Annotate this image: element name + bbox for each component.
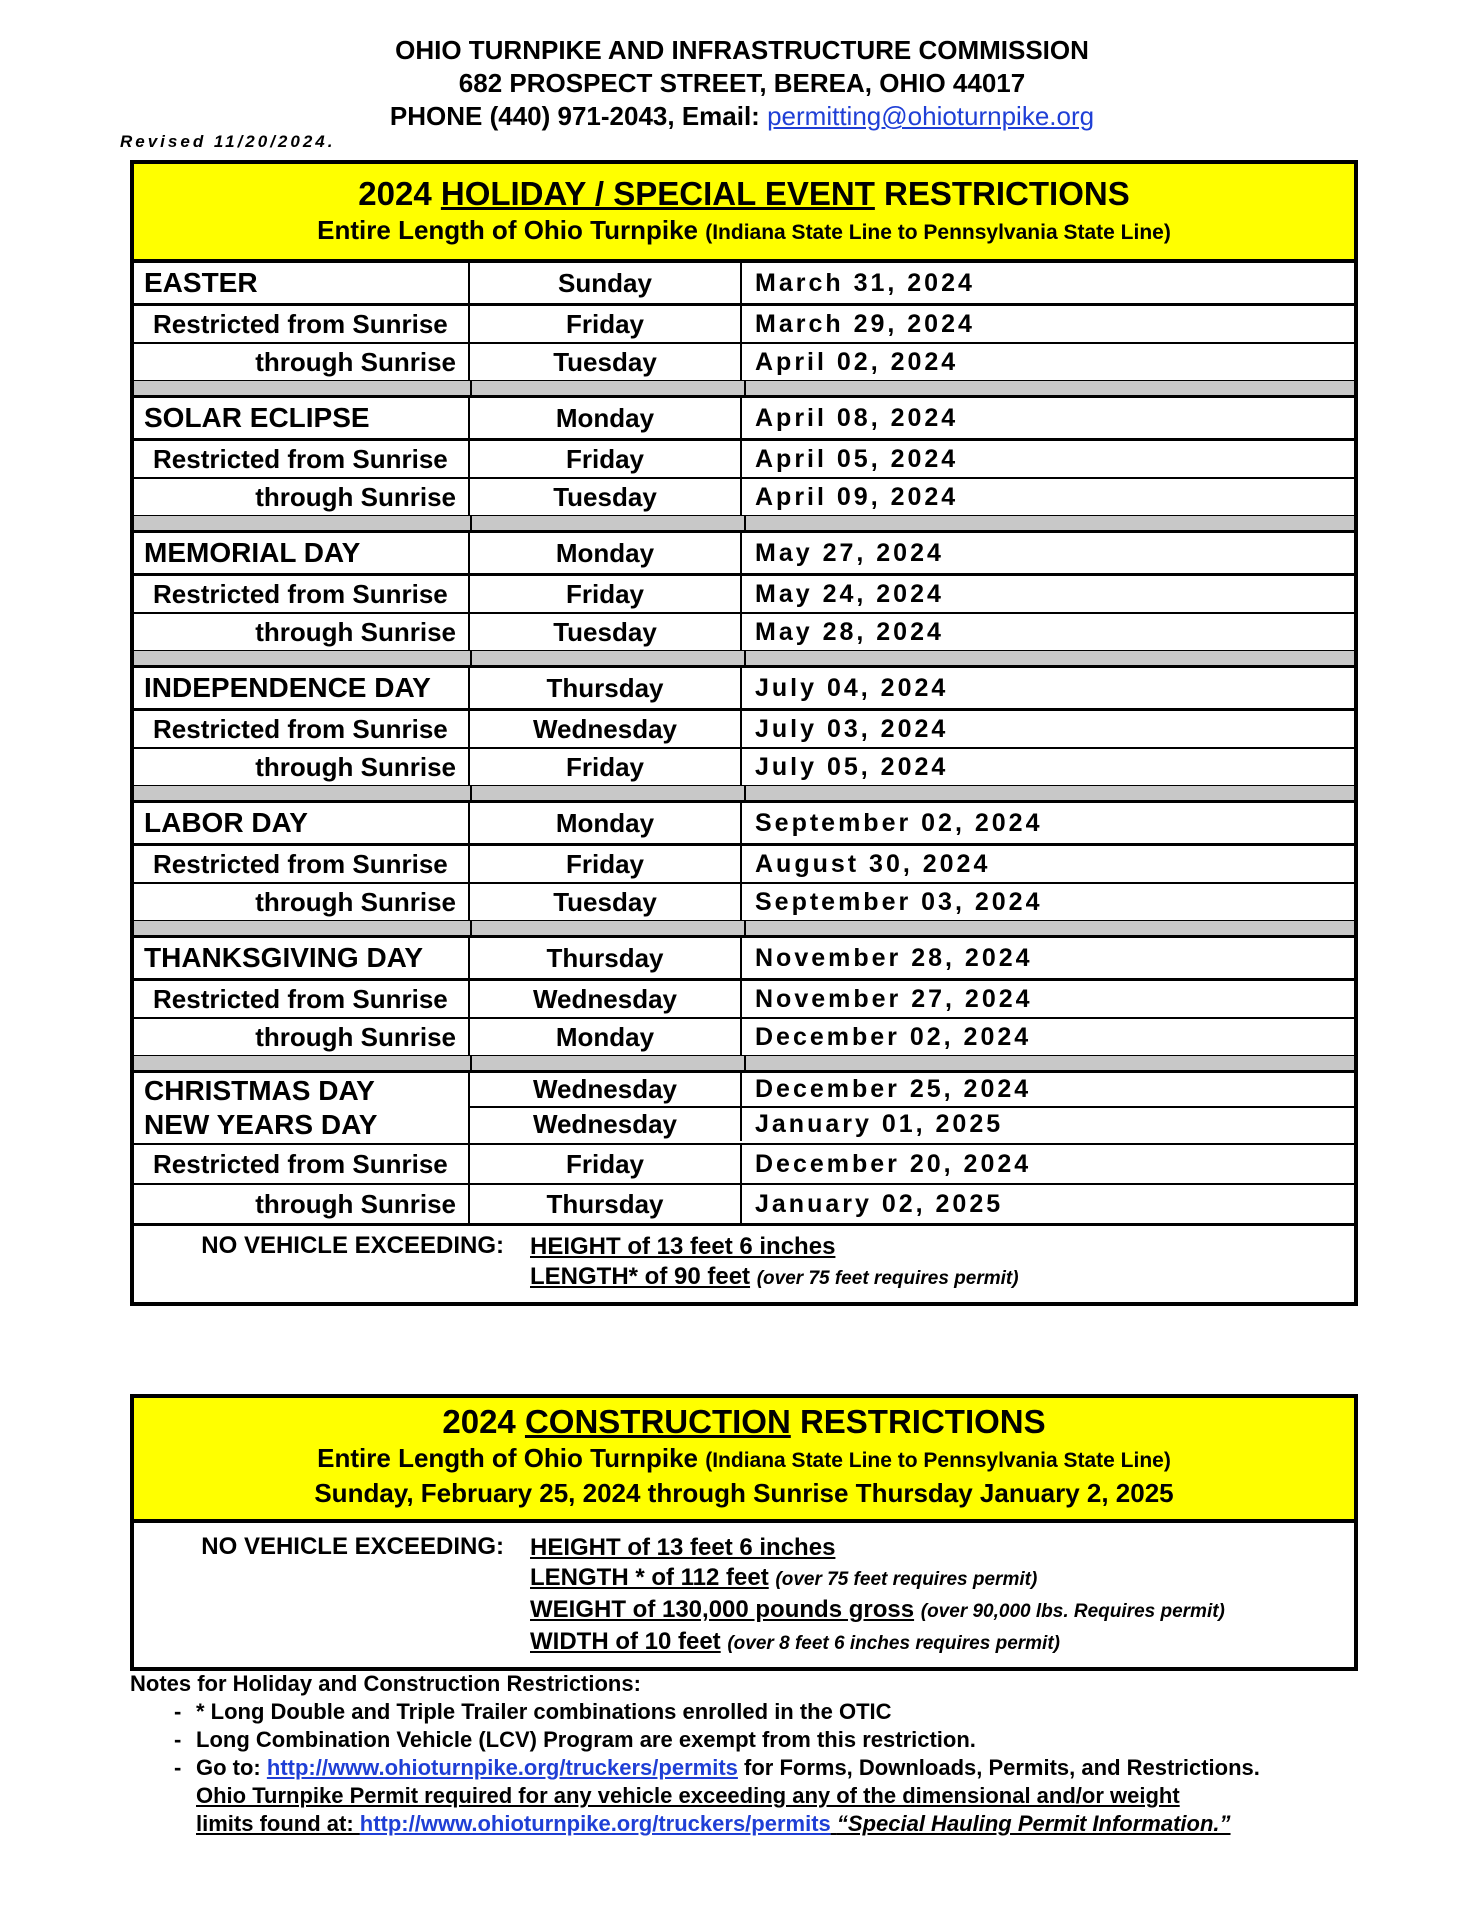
holiday-vehicle-limits (134, 1226, 1354, 1302)
holiday-banner (134, 164, 1354, 263)
height-limit: HEIGHT of 13 feet 6 inches (530, 1233, 836, 1260)
construction-dates: Sunday, February 25, 2024 through Sunrise Thursday January 2, 2025 (314, 1478, 1174, 1508)
holiday-day: Monday (470, 533, 742, 573)
row-separator (134, 1055, 1354, 1073)
weight-note: (over 90,000 lbs. Requires permit) (920, 1601, 1225, 1622)
note-item: - Go to: http://www.ohioturnpike.org/truckers/permits for Forms, Downloads, Permits, and Restrictions. (174, 1755, 1260, 1780)
revised-date: Revised 11/20/2024. (120, 132, 336, 151)
holiday-name: INDEPENDENCE DAY (134, 668, 470, 708)
holiday-event (134, 533, 1354, 668)
through-row: through Sunrise Tuesday April 02, 2024 (134, 344, 1354, 380)
construction-subtitle: Entire Length of Ohio Turnpike (Indiana State Line to Pennsylvania State Line) (317, 1443, 1171, 1473)
holiday-date: January 01, 2025 (755, 1110, 1004, 1138)
row-separator (134, 785, 1354, 803)
holiday-date: December 25, 2024 (755, 1075, 1032, 1103)
restricted-from-row: Restricted from Sunrise Friday December 20, 2024 (134, 1145, 1354, 1185)
through-row: through Sunrise Thursday January 02, 2025 (134, 1185, 1354, 1226)
phone-text: PHONE (440) 971-2043, Email: (389, 101, 760, 131)
holiday-day: Monday (470, 803, 742, 843)
restricted-from-row: Restricted from Sunrise Wednesday November 27, 2024 (134, 981, 1354, 1019)
holiday-title: 2024 HOLIDAY / SPECIAL EVENT RESTRICTIONS (358, 175, 1130, 212)
holiday-event (134, 263, 1354, 398)
holiday-date: March 31, 2024 (755, 268, 975, 297)
holiday-row (134, 533, 1354, 576)
holiday-day: Sunday (470, 263, 742, 303)
through-row: through Sunrise Monday December 02, 2024 (134, 1019, 1354, 1055)
through-row: through Sunrise Friday July 05, 2024 (134, 749, 1354, 785)
permits-link[interactable]: http://www.ohioturnpike.org/truckers/permits (266, 1755, 738, 1780)
length-limit: LENGTH * of 112 feet (530, 1564, 769, 1591)
limits-label: NO VEHICLE EXCEEDING: (201, 1232, 504, 1259)
holiday-subtitle: Entire Length of Ohio Turnpike (Indiana State Line to Pennsylvania State Line) (317, 215, 1171, 245)
through-row: through Sunrise Tuesday September 03, 2024 (134, 884, 1354, 920)
holiday-event (134, 938, 1354, 1073)
notes-section (130, 1670, 1360, 1838)
holiday-day: Thursday (470, 668, 742, 708)
holiday-day: Wednesday (470, 1073, 742, 1106)
width-limit: WIDTH of 10 feet (530, 1628, 721, 1655)
restricted-from-row: Restricted from Sunrise Friday August 30, 2024 (134, 846, 1354, 884)
holiday-day: Thursday (470, 938, 742, 978)
holiday-date: April 08, 2024 (755, 403, 959, 432)
holiday-date: July 04, 2024 (755, 673, 949, 702)
through-row: through Sunrise Tuesday May 28, 2024 (134, 614, 1354, 650)
limits-label: NO VEHICLE EXCEEDING: (201, 1533, 504, 1560)
holiday-name: THANKSGIVING DAY (134, 938, 470, 978)
holiday-event (134, 803, 1354, 938)
email-link[interactable]: permitting@ohioturnpike.org (767, 101, 1095, 131)
notes-heading: Notes for Holiday and Construction Restrictions: (130, 1671, 641, 1696)
org-name: OHIO TURNPIKE AND INFRASTRUCTURE COMMISSION (395, 35, 1089, 65)
construction-restrictions-table (130, 1394, 1358, 1671)
holiday-name: EASTER (134, 263, 470, 303)
holiday-name: LABOR DAY (134, 803, 470, 843)
holiday-event (134, 398, 1354, 533)
length-limit: LENGTH* of 90 feet (530, 1263, 751, 1290)
row-separator (134, 380, 1354, 398)
holiday-name: SOLAR ECLIPSE (134, 398, 470, 438)
holiday-row (134, 803, 1354, 846)
holiday-date: November 28, 2024 (755, 943, 1033, 972)
note-item: limits found at: http://www.ohioturnpike.org/truckers/permits “Special Hauling Permit Information.” (196, 1811, 1231, 1836)
holiday-day: Monday (470, 398, 742, 438)
holiday-date: September 02, 2024 (755, 808, 1043, 837)
holiday-row (134, 398, 1354, 441)
restricted-from-row: Restricted from Sunrise Friday March 29, 2024 (134, 306, 1354, 344)
height-limit: HEIGHT of 13 feet 6 inches (530, 1534, 836, 1561)
length-note: (over 75 feet requires permit) (775, 1569, 1038, 1590)
note-item: - Long Combination Vehicle (LCV) Program are exempt from this restriction. (174, 1727, 976, 1752)
holiday-events (134, 263, 1354, 1073)
holiday-row (134, 263, 1354, 306)
holiday-row (134, 668, 1354, 711)
holiday-row (134, 938, 1354, 981)
note-item: Ohio Turnpike Permit required for any vehicle exceeding any of the dimensional and/or weight (196, 1783, 1180, 1808)
length-note: (over 75 feet requires permit) (756, 1268, 1019, 1289)
construction-banner (134, 1398, 1354, 1523)
holiday-date: May 27, 2024 (755, 538, 944, 567)
holiday-restrictions-table (130, 160, 1358, 1306)
row-separator (134, 920, 1354, 938)
note-item: - * Long Double and Triple Trailer combinations enrolled in the OTIC (174, 1699, 892, 1724)
holiday-name: MEMORIAL DAY (134, 533, 470, 573)
restricted-from-row: Restricted from Sunrise Friday April 05, 2024 (134, 441, 1354, 479)
holiday-day: Wednesday (470, 1108, 742, 1141)
row-separator (134, 650, 1354, 668)
event-christmas-newyears (134, 1073, 1354, 1226)
org-address: 682 PROSPECT STREET, BEREA, OHIO 44017 (458, 68, 1026, 98)
restricted-from-row: Restricted from Sunrise Wednesday July 03, 2024 (134, 711, 1354, 749)
letterhead (0, 34, 1484, 133)
construction-title: 2024 CONSTRUCTION RESTRICTIONS (442, 1403, 1046, 1440)
width-note: (over 8 feet 6 inches requires permit) (727, 1633, 1060, 1654)
contact-line (0, 100, 1484, 133)
restricted-from-row: Restricted from Sunrise Friday May 24, 2024 (134, 576, 1354, 614)
permits-link-2[interactable]: http://www.ohioturnpike.org/truckers/permits (359, 1811, 831, 1836)
row-separator (134, 515, 1354, 533)
holiday-row (134, 1073, 1354, 1145)
holiday-event (134, 668, 1354, 803)
holiday-name: CHRISTMAS DAY NEW YEARS DAY (134, 1073, 470, 1143)
construction-vehicle-limits (134, 1523, 1354, 1667)
through-row: through Sunrise Tuesday April 09, 2024 (134, 479, 1354, 515)
weight-limit: WEIGHT of 130,000 pounds gross (530, 1596, 915, 1623)
